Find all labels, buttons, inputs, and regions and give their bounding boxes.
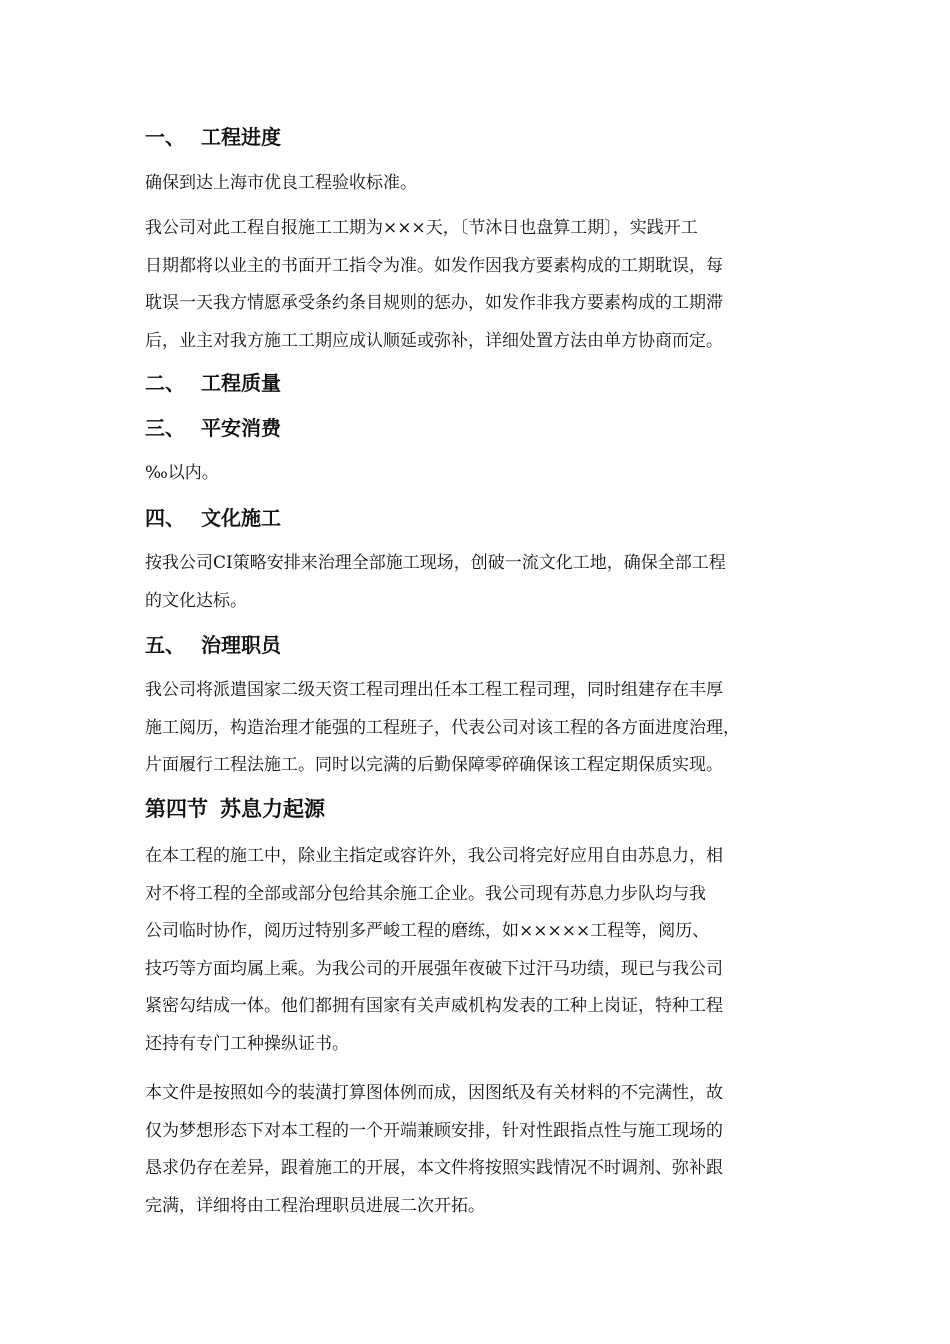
text-line: 本文件是按照如今的装潢打算图体例而成，因图纸及有关材料的不完满性，故 <box>145 1083 723 1103</box>
text-line: 耽误一天我方情愿承受条约条目规则的惩办，如发作非我方要素构成的工期滞 <box>145 293 723 313</box>
text-line: 完满，详细将由工程治理职员进展二次开拓。 <box>145 1195 485 1216</box>
text-line: 后，业主对我方施工工期应成认顺延或弥补，详细处置方法由单方协商而定。 <box>145 330 723 351</box>
heading-title: 文化施工 <box>201 506 281 530</box>
heading-number: 四、 <box>145 506 185 530</box>
heading-management-staff <box>145 633 281 657</box>
section-number: 第四节 <box>145 797 208 821</box>
text-line: 对不将工程的全部或部分包给其余施工企业。我公司现有苏息力步队均与我 <box>145 883 706 904</box>
text-line: 我公司对此工程自报施工工期为×××天，〔节沐日也盘算工期〕，实践开工 <box>145 218 698 238</box>
text-line: ‰以内。 <box>145 463 219 483</box>
heading-title: 工程进度 <box>201 125 281 149</box>
text-line: 公司临时协作，阅历过特别多严峻工程的磨练，如×××××工程等，阅历、 <box>145 921 710 941</box>
text-line: 按我公司CI策略安排来治理全部施工现场，创破一流文化工地，确保全部工程 <box>145 553 726 573</box>
text-line: 技巧等方面均属上乘。为我公司的开展强年夜破下过汗马功绩，现已与我公司 <box>145 958 723 979</box>
text-line: 确保到达上海市优良工程验收标准。 <box>145 173 417 193</box>
heading-number: 五、 <box>145 633 185 657</box>
text-line: 的文化达标。 <box>145 590 247 611</box>
heading-civilized-construction <box>145 506 281 530</box>
text-line: 仅为梦想形态下对本工程的一个开端兼顾安排，针对性跟指点性与施工现场的 <box>145 1120 723 1141</box>
heading-title: 平安消费 <box>201 416 281 440</box>
heading-number: 二、 <box>145 371 185 395</box>
heading-number: 三、 <box>145 416 185 440</box>
text-line: 在本工程的施工中，除业主指定或容许外，我公司将完好应用自由苏息力，相 <box>145 846 723 866</box>
heading-title: 工程质量 <box>201 371 281 395</box>
text-line: 恳求仍存在差异，跟着施工的开展，本文件将按照实践情况不时调剂、弥补跟 <box>145 1158 723 1178</box>
paragraph-schedule-terms <box>145 210 810 360</box>
paragraph-safety <box>145 455 810 493</box>
paragraph-management-staff <box>145 672 810 785</box>
heading-number: 一、 <box>145 125 185 149</box>
text-line: 片面履行工程法施工。同时以完满的后勤保障零碎确保该工程定期保质实现。 <box>145 755 723 775</box>
paragraph-document-note <box>145 1075 810 1225</box>
section-title-labor-source <box>145 796 325 822</box>
heading-title: 治理职员 <box>201 633 281 657</box>
text-line: 施工阅历，构造治理才能强的工程班子，代表公司对该工程的各方面进度治理， <box>145 717 740 738</box>
text-line: 日期都将以业主的书面开工指令为准。如发作因我方要素构成的工期耽误，每 <box>145 255 723 276</box>
text-line: 我公司将派遣国家二级天资工程司理出任本工程工程司理，同时组建存在丰厚 <box>145 680 723 700</box>
heading-schedule <box>145 125 281 149</box>
section-title-text: 苏息力起源 <box>220 797 325 821</box>
paragraph-civilized-construction <box>145 545 810 620</box>
paragraph-quality-standard <box>145 165 810 203</box>
paragraph-labor-source <box>145 838 810 1063</box>
text-line: 紧密勾结成一体。他们都拥有国家有关声威机构发表的工种上岗证，特种工程 <box>145 996 723 1016</box>
text-line: 还持有专门工种操纵证书。 <box>145 1033 349 1054</box>
heading-quality <box>145 371 281 395</box>
heading-safety <box>145 416 281 440</box>
